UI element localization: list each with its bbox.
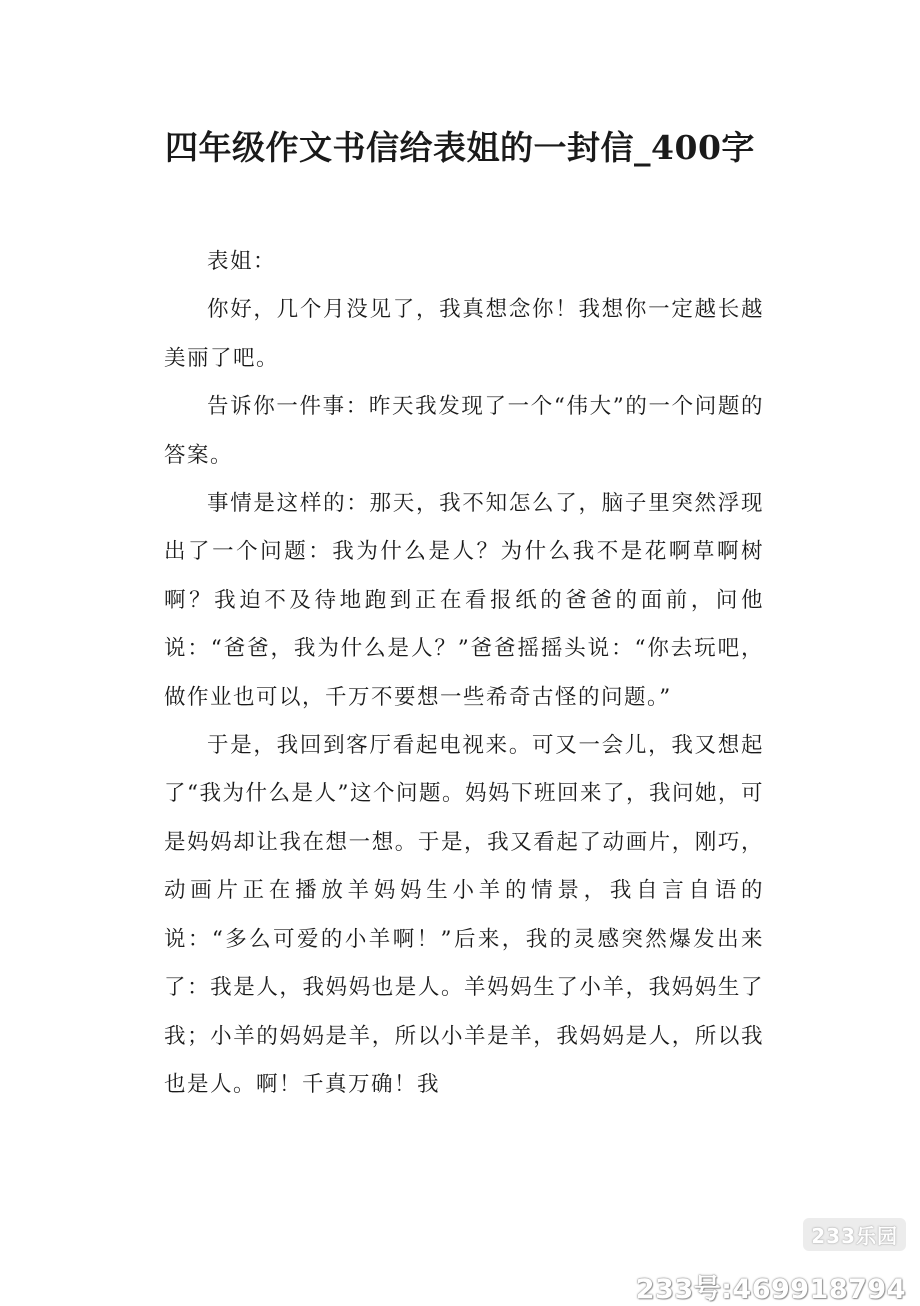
paragraph-question: 事情是这样的：那天，我不知怎么了，脑子里突然浮现出了一个问题：我为什么是人？为什么我不是花啊草啊树啊？我迫不及待地跑到正在看报纸的爸爸的面前，问他说：“爸爸，我为什么是人？”爸爸摇摇头说：“你去玩吧，做作业也可以，千万不要想一些希奇古怪的问题。” [164, 491, 764, 710]
document-title: 四年级作文书信给表姐的一封信_400字 [165, 128, 755, 167]
watermark-id: 233号:469918794 [635, 1274, 906, 1305]
paragraph-announcement: 告诉你一件事：昨天我发现了一个“伟大”的一个问题的答案。 [164, 394, 764, 468]
letter-body [164, 238, 764, 1109]
paragraph-greeting: 你好，几个月没见了，我真想念你！我想你一定越长越美丽了吧。 [164, 297, 764, 371]
watermark-logo: 233乐园 [803, 1218, 906, 1251]
salutation: 表姐： [207, 249, 277, 274]
watermark [636, 1218, 906, 1306]
paragraph-answer: 于是，我回到客厅看起电视来。可又一会儿，我又想起了“我为什么是人”这个问题。妈妈下班回来了，我问她，可是妈妈却让我在想一想。于是，我又看起了动画片，刚巧，动画片正在播放羊妈妈生小羊的情景，我自言自语的说：“多么可爱的小羊啊！”后来，我的灵感突然爆发出来了：我是人，我妈妈也是人。羊妈妈生了小羊，我妈妈生了我；小羊的妈妈是羊，所以小羊是羊，我妈妈是人，所以我也是人。啊！千真万确！我 [164, 733, 764, 1097]
